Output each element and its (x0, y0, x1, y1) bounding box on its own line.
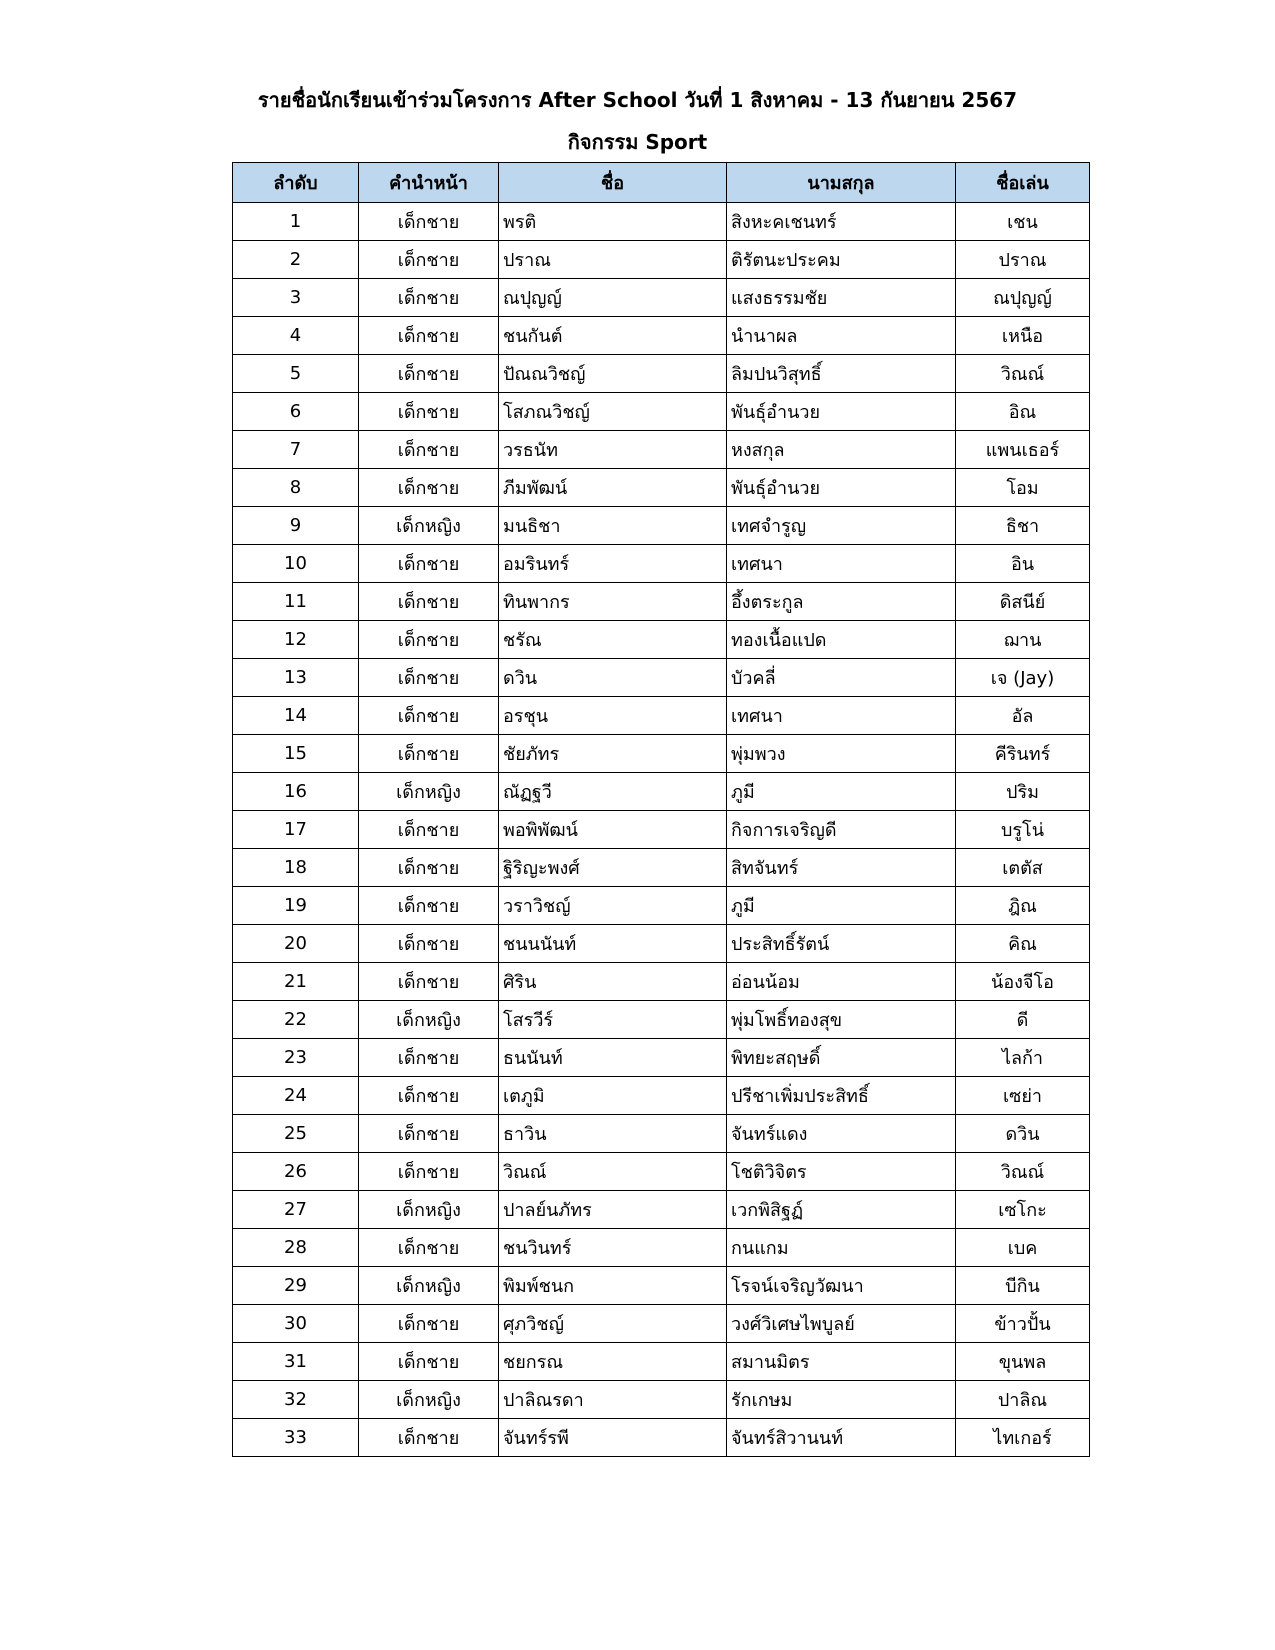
table-row (233, 583, 1090, 621)
row-last-name: พันธุ์อำนวย (727, 393, 956, 431)
row-last-name: วงศ์วิเศษไพบูลย์ (727, 1305, 956, 1343)
table-row (233, 1077, 1090, 1115)
row-number: 27 (233, 1191, 359, 1229)
row-prefix: เด็กหญิง (359, 1001, 499, 1039)
row-first-name: จันทร์รพี (499, 1419, 727, 1457)
row-prefix: เด็กชาย (359, 203, 499, 241)
row-prefix: เด็กชาย (359, 279, 499, 317)
header-last-name: นามสกุล (727, 163, 956, 203)
table-row (233, 431, 1090, 469)
row-number: 30 (233, 1305, 359, 1343)
row-number: 14 (233, 697, 359, 735)
row-nickname: เตตัส (956, 849, 1090, 887)
row-last-name: ภูมี (727, 773, 956, 811)
row-last-name: ทองเนื้อแปด (727, 621, 956, 659)
row-number: 2 (233, 241, 359, 279)
row-number: 19 (233, 887, 359, 925)
row-prefix: เด็กชาย (359, 1229, 499, 1267)
header-nickname: ชื่อเล่น (956, 163, 1090, 203)
row-first-name: เตภูมิ (499, 1077, 727, 1115)
table-row (233, 925, 1090, 963)
row-number: 29 (233, 1267, 359, 1305)
row-first-name: พิมพ์ชนก (499, 1267, 727, 1305)
row-last-name: โชติวิจิตร (727, 1153, 956, 1191)
table-row (233, 697, 1090, 735)
table-row (233, 1267, 1090, 1305)
table-row (233, 1305, 1090, 1343)
row-prefix: เด็กชาย (359, 1077, 499, 1115)
row-number: 7 (233, 431, 359, 469)
row-nickname: บีกิน (956, 1267, 1090, 1305)
row-prefix: เด็กหญิง (359, 773, 499, 811)
table-row (233, 355, 1090, 393)
row-last-name: ลิมปนวิสุทธิ์ (727, 355, 956, 393)
row-first-name: ปาลิณรดา (499, 1381, 727, 1419)
row-first-name: ฐิริญะพงศ์ (499, 849, 727, 887)
row-nickname: เบค (956, 1229, 1090, 1267)
table-row (233, 317, 1090, 355)
row-first-name: ชนวินทร์ (499, 1229, 727, 1267)
row-prefix: เด็กชาย (359, 1039, 499, 1077)
table-row (233, 1115, 1090, 1153)
row-number: 9 (233, 507, 359, 545)
row-number: 26 (233, 1153, 359, 1191)
row-prefix: เด็กชาย (359, 887, 499, 925)
header-prefix: คำนำหน้า (359, 163, 499, 203)
row-last-name: บัวคลี่ (727, 659, 956, 697)
row-nickname: ธิชา (956, 507, 1090, 545)
row-number: 11 (233, 583, 359, 621)
row-number: 21 (233, 963, 359, 1001)
row-last-name: ประสิทธิ์รัตน์ (727, 925, 956, 963)
table-header-row (233, 163, 1090, 203)
row-last-name: กิจการเจริญดี (727, 811, 956, 849)
row-last-name: พุ่มโพธิ์ทองสุข (727, 1001, 956, 1039)
row-number: 18 (233, 849, 359, 887)
row-first-name: อรชุน (499, 697, 727, 735)
table-row (233, 545, 1090, 583)
row-nickname: ไลก้า (956, 1039, 1090, 1077)
row-first-name: ชนกันต์ (499, 317, 727, 355)
row-first-name: ปราณ (499, 241, 727, 279)
row-last-name: เทศจำรูญ (727, 507, 956, 545)
table-row (233, 1039, 1090, 1077)
table-row (233, 735, 1090, 773)
row-nickname: เชน (956, 203, 1090, 241)
row-prefix: เด็กชาย (359, 1153, 499, 1191)
row-first-name: ภีมพัฒน์ (499, 469, 727, 507)
row-number: 23 (233, 1039, 359, 1077)
row-nickname: ปาลิณ (956, 1381, 1090, 1419)
row-prefix: เด็กชาย (359, 241, 499, 279)
table-body (233, 203, 1090, 1457)
row-prefix: เด็กชาย (359, 1305, 499, 1343)
row-first-name: ธาวิน (499, 1115, 727, 1153)
row-last-name: แสงธรรมชัย (727, 279, 956, 317)
row-number: 6 (233, 393, 359, 431)
table-row (233, 1191, 1090, 1229)
table-row (233, 279, 1090, 317)
row-prefix: เด็กชาย (359, 317, 499, 355)
row-first-name: มนธิชา (499, 507, 727, 545)
row-number: 10 (233, 545, 359, 583)
row-prefix: เด็กชาย (359, 925, 499, 963)
row-number: 15 (233, 735, 359, 773)
table-row (233, 1229, 1090, 1267)
row-last-name: กนแกม (727, 1229, 956, 1267)
row-number: 1 (233, 203, 359, 241)
table-row (233, 811, 1090, 849)
row-nickname: คิณ (956, 925, 1090, 963)
row-nickname: วิณณ์ (956, 355, 1090, 393)
header-first-name: ชื่อ (499, 163, 727, 203)
row-nickname: ฎิณ (956, 887, 1090, 925)
row-prefix: เด็กชาย (359, 355, 499, 393)
table-row (233, 887, 1090, 925)
row-first-name: ชนนนันท์ (499, 925, 727, 963)
row-first-name: ธนนันท์ (499, 1039, 727, 1077)
row-first-name: ศิริน (499, 963, 727, 1001)
row-number: 32 (233, 1381, 359, 1419)
row-nickname: ปราณ (956, 241, 1090, 279)
row-last-name: นำนาผล (727, 317, 956, 355)
row-last-name: จันทร์แดง (727, 1115, 956, 1153)
row-first-name: วราวิชญ์ (499, 887, 727, 925)
row-first-name: ดวิน (499, 659, 727, 697)
row-last-name: สิงหะคเชนทร์ (727, 203, 956, 241)
row-number: 16 (233, 773, 359, 811)
row-prefix: เด็กหญิง (359, 1191, 499, 1229)
row-number: 31 (233, 1343, 359, 1381)
row-prefix: เด็กชาย (359, 1343, 499, 1381)
row-prefix: เด็กชาย (359, 735, 499, 773)
row-first-name: พอพิพัฒน์ (499, 811, 727, 849)
row-prefix: เด็กชาย (359, 811, 499, 849)
row-last-name: จันทร์สิวานนท์ (727, 1419, 956, 1457)
table-row (233, 203, 1090, 241)
row-number: 3 (233, 279, 359, 317)
row-prefix: เด็กชาย (359, 469, 499, 507)
row-prefix: เด็กหญิง (359, 507, 499, 545)
row-last-name: พิทยะสฤษดิ์ (727, 1039, 956, 1077)
row-nickname: ดี (956, 1001, 1090, 1039)
table-row (233, 621, 1090, 659)
row-nickname: เหนือ (956, 317, 1090, 355)
row-number: 33 (233, 1419, 359, 1457)
row-prefix: เด็กชาย (359, 963, 499, 1001)
row-number: 12 (233, 621, 359, 659)
row-last-name: เวกพิสิฐฏ์ (727, 1191, 956, 1229)
table-row (233, 469, 1090, 507)
row-last-name: โรจน์เจริญวัฒนา (727, 1267, 956, 1305)
row-nickname: ขุนพล (956, 1343, 1090, 1381)
row-number: 5 (233, 355, 359, 393)
table-row (233, 1419, 1090, 1457)
row-first-name: ปัณณวิชญ์ (499, 355, 727, 393)
table-row (233, 1343, 1090, 1381)
table-row (233, 241, 1090, 279)
row-nickname: ปริม (956, 773, 1090, 811)
table-row (233, 773, 1090, 811)
row-prefix: เด็กหญิง (359, 1267, 499, 1305)
row-number: 22 (233, 1001, 359, 1039)
row-first-name: ศุภวิชญ์ (499, 1305, 727, 1343)
table-row (233, 1381, 1090, 1419)
row-prefix: เด็กหญิง (359, 1381, 499, 1419)
row-nickname: ฌาน (956, 621, 1090, 659)
row-first-name: ณปุญญ์ (499, 279, 727, 317)
row-nickname: เจ (Jay) (956, 659, 1090, 697)
row-last-name: หงสกุล (727, 431, 956, 469)
row-nickname: ดิสนีย์ (956, 583, 1090, 621)
row-first-name: ทินพากร (499, 583, 727, 621)
row-last-name: ปรีชาเพิ่มประสิทธิ์ (727, 1077, 956, 1115)
row-last-name: สิทจันทร์ (727, 849, 956, 887)
row-nickname: เซย่า (956, 1077, 1090, 1115)
row-number: 17 (233, 811, 359, 849)
row-first-name: พรติ (499, 203, 727, 241)
row-first-name: ปาลย์นภัทร (499, 1191, 727, 1229)
table-row (233, 963, 1090, 1001)
row-nickname: อิณ (956, 393, 1090, 431)
student-roster-table (232, 162, 1090, 1457)
table-row (233, 393, 1090, 431)
row-nickname: อิน (956, 545, 1090, 583)
row-number: 25 (233, 1115, 359, 1153)
table-row (233, 507, 1090, 545)
row-last-name: อ่อนน้อม (727, 963, 956, 1001)
row-nickname: วิณณ์ (956, 1153, 1090, 1191)
row-last-name: ภูมี (727, 887, 956, 925)
row-nickname: อัล (956, 697, 1090, 735)
row-number: 28 (233, 1229, 359, 1267)
row-prefix: เด็กชาย (359, 659, 499, 697)
row-first-name: ณัฏฐวี (499, 773, 727, 811)
row-last-name: เทศนา (727, 697, 956, 735)
row-first-name: วรธนัท (499, 431, 727, 469)
row-prefix: เด็กชาย (359, 1419, 499, 1457)
row-nickname: คีรินทร์ (956, 735, 1090, 773)
row-last-name: อึ้งตระกูล (727, 583, 956, 621)
row-first-name: วิณณ์ (499, 1153, 727, 1191)
row-nickname: ดวิน (956, 1115, 1090, 1153)
row-nickname: ไทเกอร์ (956, 1419, 1090, 1457)
row-last-name: พุ่มพวง (727, 735, 956, 773)
row-nickname: น้องจีโอ (956, 963, 1090, 1001)
document-subtitle: กิจกรรม Sport (567, 130, 708, 154)
row-prefix: เด็กชาย (359, 1115, 499, 1153)
row-last-name: สมานมิตร (727, 1343, 956, 1381)
document-title: รายชื่อนักเรียนเข้าร่วมโครงการ After School วันที่ 1 สิงหาคม - 13 กันยายน 2567 (257, 88, 1018, 112)
row-first-name: ชยกรณ (499, 1343, 727, 1381)
row-first-name: โสรวีร์ (499, 1001, 727, 1039)
row-number: 4 (233, 317, 359, 355)
table-row (233, 1001, 1090, 1039)
row-prefix: เด็กชาย (359, 431, 499, 469)
header-number: ลำดับ (233, 163, 359, 203)
row-prefix: เด็กชาย (359, 849, 499, 887)
row-number: 24 (233, 1077, 359, 1115)
row-number: 8 (233, 469, 359, 507)
row-number: 20 (233, 925, 359, 963)
row-last-name: ติรัตนะประคม (727, 241, 956, 279)
row-nickname: ข้าวปั้น (956, 1305, 1090, 1343)
row-nickname: บรูโน่ (956, 811, 1090, 849)
row-first-name: ชรัณ (499, 621, 727, 659)
row-first-name: ชัยภัทร (499, 735, 727, 773)
table-row (233, 1153, 1090, 1191)
row-nickname: ณปุญญ์ (956, 279, 1090, 317)
row-prefix: เด็กชาย (359, 621, 499, 659)
table-row (233, 659, 1090, 697)
row-number: 13 (233, 659, 359, 697)
row-prefix: เด็กชาย (359, 583, 499, 621)
row-prefix: เด็กชาย (359, 697, 499, 735)
row-nickname: โอม (956, 469, 1090, 507)
row-nickname: แพนเธอร์ (956, 431, 1090, 469)
row-prefix: เด็กชาย (359, 545, 499, 583)
row-prefix: เด็กชาย (359, 393, 499, 431)
row-last-name: พันธุ์อำนวย (727, 469, 956, 507)
row-nickname: เซโกะ (956, 1191, 1090, 1229)
table-row (233, 849, 1090, 887)
row-last-name: เทศนา (727, 545, 956, 583)
row-first-name: โสภณวิชญ์ (499, 393, 727, 431)
row-first-name: อมรินทร์ (499, 545, 727, 583)
row-last-name: รักเกษม (727, 1381, 956, 1419)
